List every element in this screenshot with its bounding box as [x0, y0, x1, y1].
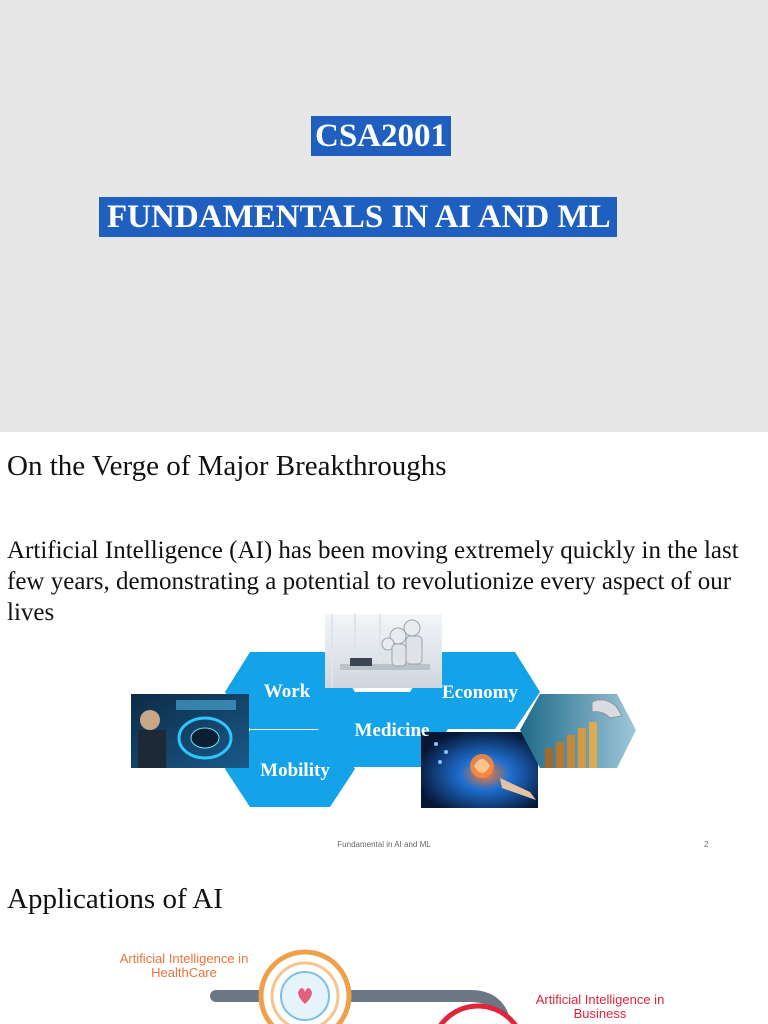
economy-photo [520, 694, 636, 768]
medicine-photo [421, 732, 538, 808]
application-business-label: Artificial Intelligence in Business [535, 992, 665, 1021]
hexagon-label-mobility: Mobility [260, 760, 330, 781]
hexagon-label-medicine: Medicine [354, 720, 430, 741]
application-healthcare-label: Artificial Intelligence in HealthCare [119, 951, 249, 980]
applications-slide [0, 852, 768, 1024]
ai-domains-graphic [0, 432, 768, 852]
breakthroughs-slide [0, 432, 768, 852]
slide-body-text: Artificial Intelligence (AI) has been moving extremely quickly in the last few years, demonstrating a potential to revolutionize every aspect of our lives [7, 537, 739, 626]
slide-heading: Applications of AI [7, 883, 223, 915]
hexagon-label-economy: Economy [442, 682, 518, 703]
course-title: FUNDAMENTALS IN AI AND ML [99, 197, 617, 237]
hexagon-label-work: Work [263, 681, 311, 702]
business-circle [432, 1006, 524, 1024]
slide-footer: Fundamental in AI and ML [337, 840, 431, 849]
work-photo [325, 614, 442, 688]
mobility-photo [131, 694, 249, 768]
page-number: 2 [704, 840, 709, 849]
course-code: CSA2001 [311, 116, 451, 156]
slide-heading: On the Verge of Major Breakthroughs [7, 450, 447, 482]
title-slide [0, 0, 768, 432]
